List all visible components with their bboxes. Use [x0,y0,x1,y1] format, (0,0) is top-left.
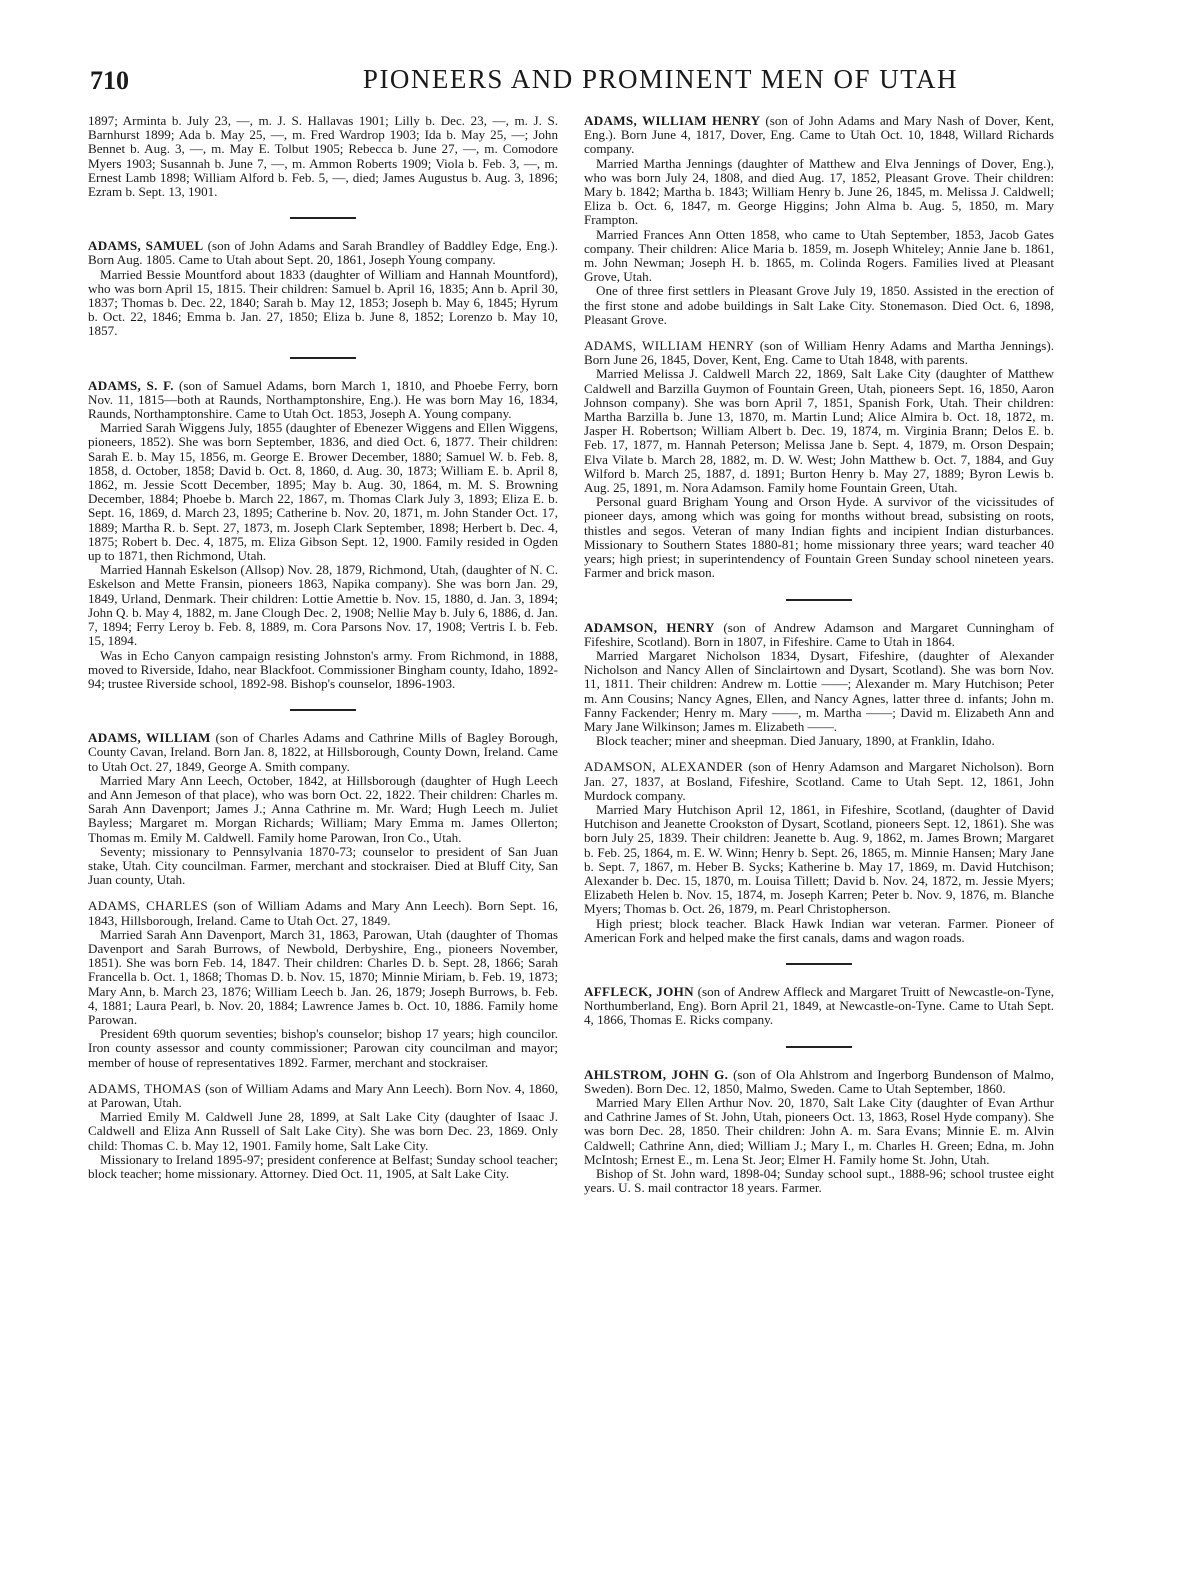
entry-paragraph [584,367,1054,495]
entry-paragraph [584,284,1054,327]
entry-text: (son of William Adams and Mary Ann Leech). Born Nov. 4, 1860, at Parowan, Utah. [88,1080,559,1110]
entry-text: 1897; Arminta b. July 23, —, m. J. S. Hallavas 1901; Lilly b. Dec. 23, —, m. J. S. Barnhurst 1899; Ada b. May 25, —, m. Fred Wardrop 1903; Ida b. May 25, —; John Bennet b. Aug. 3, —, m. May E. Tolbut 1905; Rebecca b. June 27, —, m. Comodore Myers 1903; Susannah b. June 7, —, m. Ammon Roberts 1909; Viola b. Feb. 3, —, m. Ernest Lamb 1898; William Alford b. Feb. 5, —, died; James Augustus b. Aug. 3, 1896; Ezram b. Sept. 13, 1901. [88,113,558,200]
entry-paragraph [584,495,1054,580]
entry-paragraph [88,845,558,888]
entry-text: (son of William Henry Adams and Martha Jennings). Born June 26, 1845, Dover, Kent, Eng. Came to Utah 1848, with parents. [584,338,1055,368]
section-divider [786,1046,852,1048]
entry-text: (son of Ola Ahlstrom and Ingerborg Bundenson of Malmo, Sweden). Born Dec. 12, 1850, Malmo, Sweden. Came to Utah September, 1860. [584,1066,1054,1096]
entry-paragraph [584,649,1054,734]
section-divider [786,963,852,965]
entry-text: Married Margaret Nicholson 1834, Dysart, Fifeshire, (daughter of Alexander Nicholson and Nancy Allen of Sinclairtown and Dysart, Scotland). She was born Nov. 11, 1811. Their children: Andrew m. Lottie ——; Alexander m. Mary Hutchison; Peter m. Ann Cousins; Nancy Agnes, Ellen, and Nancy Agnes, latter three d. infants; John m. Fanny Fackender; Henry m. Mary ——, m. Martha ——; David m. Elizabeth Ann and Mary Jane Wilkinson; James m. Elizabeth ——. [584,647,1054,734]
entry-intro [88,379,558,422]
entry-text: Married Frances Ann Otten 1858, who came to Utah September, 1853, Jacob Gates company. Their children: Alice Maria b. 1859, m. Joseph Whiteley; Annie Jane b. 1861, m. John Newman; Joseph H. b. 1865, m. Colinda Rogers. Families lived at Pleasant Grove, Utah. [584,226,1054,285]
entry-text: (son of John Adams and Mary Nash of Dover, Kent, Eng.). Born June 4, 1817, Dover, Eng. Came to Utah Oct. 10, 1848, Willard Richards company. [584,113,1054,157]
entry-text: Married Mary Ellen Arthur Nov. 20, 1870, Salt Lake City (daughter of Evan Arthur and Cathrine James of St. John, Utah, pioneers Oct. 13, 1863, Rosel Hyde company). She was born Dec. 28, 1850. Their children: John A. m. Sara Evans; Minnie E. m. Alvin Caldwell; Cathrine Ann, died; William J.; Mary I., m. Charles H. Green; Edna, m. John McIntosh; Ernest E., m. Lena St. Jeor; Elmer H. Family home St. John, Utah. [584,1094,1054,1167]
section-divider [290,709,356,711]
entry-paragraph [584,157,1054,228]
entry-name: ADAMSON, ALEXANDER [584,759,744,775]
entry-paragraph [88,649,558,692]
entry-text: (son of Samuel Adams, born March 1, 1810, and Phoebe Ferry, born Nov. 11, 1815—both at Raunds, Northamptonshire, Eng.). He was born May 16, 1834, Raunds, Northamptonshire. Came to Utah Oct. 1853, Joseph A. Young company. [88,377,558,422]
entry-text: Missionary to Ireland 1895-97; president conference at Belfast; Sunday school teacher; block teacher; home missionary. Attorney. Died Oct. 11, 1905, at Salt Lake City. [88,1151,558,1181]
page-number: 710 [90,66,129,95]
entry-paragraph [88,1110,558,1153]
entry-paragraph [584,734,1054,748]
entry-name: ADAMS, WILLIAM [88,730,211,746]
entry-text: High priest; block teacher. Black Hawk Indian war veteran. Farmer. Pioneer of American Fork and helped make the first canals, dams and wagon roads. [584,915,1054,945]
entry-text: Married Mary Hutchison April 12, 1861, in Fifeshire, Scotland, (daughter of David Hutchison and Jeanette Crookston of Dysart, Scotland, pioneers Sept. 12, 1861). She was born July 25, 1839. Their children: Jeanette b. Aug. 9, 1862, m. James Brown; Margaret b. Feb. 25, 1864, m. E. W. Winn; Henry b. Sept. 26, 1865, m. Minnie Hansen; Mary Jane b. Sept. 7, 1867, m. Heber B. Sycks; Katherine b. May 17, 1869, m. David Hutchison; Alexander b. Dec. 15, 1870, m. Louisa Tillett; David b. Nov. 24, 1872, m. Jessie Myers; Elizabeth Helen b. Nov. 15, 1874, m. Joseph Karren; Peter b. Nov. 9, 1876, m. Blanche Myers; Thomas b. Oct. 26, 1879, m. Pearl Christopherson. [584,801,1054,917]
entry-text: (son of Charles Adams and Cathrine Mills of Bagley Borough, County Cavan, Ireland. Born Jan. 8, 1822, at Hillsborough, County Down, Ireland. Came to Utah Oct. 27, 1849, George A. Smith company. [88,730,558,774]
entry-text: Married Emily M. Caldwell June 28, 1899, at Salt Lake City (daughter of Isaac J. Caldwell and Eliza Ann Russell of Salt Lake City). She was born Dec. 23, 1869. Only child: Thomas C. b. May 12, 1901. Family home, Salt Lake City. [88,1109,558,1153]
entry-name: ADAMS, THOMAS [88,1080,202,1096]
entry-name: ADAMS, SAMUEL [88,238,204,254]
entry-name: AHLSTROM, JOHN G. [584,1066,729,1082]
entry-text: Married Sarah Wiggens July, 1855 (daughter of Ebenezer Wiggens and Ellen Wiggens, pioneers, 1852). She was born September, 1836, and died Oct. 6, 1877. Their children: Sarah E. b. May 15, 1856, m. George E. Brower December, 1880; Samuel W. b. Feb. 8, 1858, d. October, 1858; David b. Oct. 8, 1860, d. Aug. 30, 1873; William E. b. April 8, 1862, m. Jessie Scott December, 1895; May b. Aug. 30, 1864, m. M. S. Browning December, 1884; Phoebe b. March 22, 1867, m. Thomas Clark July 3, 1893; Eliza E. b. Sept. 16, 1869, d. March 23, 1895; Catherine b. Nov. 20, 1871, m. John Stander Oct. 17, 1889; Martha R. b. Sept. 27, 1873, m. Joseph Clark September, 1898; Herbert b. Dec. 4, 1875; Robert b. Dec. 4, 1875, m. Eliza Gibson Sept. 12, 1900. Family resided in Ogden up to 1871, then Richmond, Utah. [88,420,558,564]
entry-paragraph [584,1167,1054,1195]
entry-text: Seventy; missionary to Pennsylvania 1870-73; counselor to president of San Juan stake, Utah. City councilman. Farmer, merchant and stockraiser. Died at Bluff City, San Juan county, Utah. [88,843,558,888]
entry-paragraph [88,563,558,648]
entry-text: Married Bessie Mountford about 1833 (daughter of William and Hannah Mountford), who was born April 15, 1815. Their children: Samuel b. April 16, 1835; Ann b. April 30, 1837; Thomas b. Dec. 22, 1840; Sarah b. May 12, 1853; Joseph b. May 6, 1845; Hyrum b. Oct. 22, 1846; Emma b. Jan. 27, 1850; Eliza b. June 8, 1852; Lorenzo b. May 10, 1857. [88,266,558,339]
right-column [584,114,1054,1195]
entry-text: One of three first settlers in Pleasant Grove July 19, 1850. Assisted in the erection of the first stone and adobe buildings in Salt Lake City. Stonemason. Died Oct. 6, 1898, Pleasant Grove. [584,283,1054,327]
entry-paragraph [584,1096,1054,1167]
section-divider [290,217,356,219]
entry-intro [88,114,558,199]
entry-paragraph [584,917,1054,945]
entry-name: ADAMS, CHARLES [88,898,208,914]
biography-entry [88,899,558,1069]
entry-text: (son of John Adams and Sarah Brandley of Baddley Edge, Eng.). Born Aug. 1805. Came to Utah about Sept. 20, 1861, Joseph Young company. [88,238,558,268]
biography-entry [88,731,558,887]
entry-intro [584,760,1054,803]
left-column [88,114,558,1181]
entry-text: Was in Echo Canyon campaign resisting Johnston's army. From Richmond, in 1888, moved to Riverside, Idaho, near Blackfoot. Commissioner Bingham county, Idaho, 1892-94; trustee Riverside school, 1892-98. Bishop's counselor, 1896-1903. [88,647,558,691]
entry-text: (son of William Adams and Mary Ann Leech). Born Sept. 16, 1843, Hillsborough, Ireland. Came to Utah Oct. 27, 1849. [88,898,558,928]
entry-text: Personal guard Brigham Young and Orson Hyde. A survivor of the vicissitudes of pioneer days, among which was going for months without bread, subsisting on roots, thistles and segos. Veteran of many Indian fights and incipient Indian disturbances. Missionary to Southern States 1880-81; home missionary three years; ward teacher 40 years; high priest; in superintendency of Fountain Green Sunday school nineteen years. Farmer and brick mason. [584,494,1054,581]
entry-text: Block teacher; miner and sheepman. Died January, 1890, at Franklin, Idaho. [596,733,995,749]
entry-name: ADAMS, WILLIAM HENRY [584,113,761,128]
entry-paragraph [88,774,558,845]
entry-intro [584,339,1054,367]
biography-entry [88,379,558,691]
entry-text: Married Melissa J. Caldwell March 22, 1869, Salt Lake City (daughter of Matthew Caldwell and Barzilla Guymon of Fountain Green, Utah, pioneers Sept. 16, 1850, Aaron Johnson company). She was born April 7, 1851, Spanish Fork, Utah. Their children: Martha Barzilla b. June 13, 1870, m. Martin Lund; Alice Almira b. Oct. 18, 1872, m. Jasper H. Robertson; William Albert b. Dec. 19, 1874, m. Virginia Brann; Delos E. b. Feb. 17, 1877, m. Hannah Peterson; Melissa Jane b. Sept. 4, 1879, m. Orson Despain; Elva Vilate b. March 28, 1882, m. D. W. West; John Matthew b. Oct. 7, 1884, and Guy Wilford b. March 25, 1887, d. 1891; Burton Henry b. May 27, 1889; Byron Lewis b. Aug. 25, 1891, m. Nora Adamson. Family home Fountain Green, Utah. [584,366,1054,496]
biography-entry [584,114,1054,327]
entry-intro [88,1082,558,1110]
entry-intro [88,899,558,927]
entry-intro [88,239,558,267]
entry-paragraph [88,421,558,563]
biography-entry [584,339,1054,580]
entry-text: Married Mary Ann Leech, October, 1842, at Hillsborough (daughter of Hugh Leech and Ann Jemeson of that place), who was born Oct. 22, 1822. Their children: Charles m. Sarah Ann Davenport; James J.; Anna Cathrine m. Mr. Ward; Hugh Leech m. Juliet Bayless; Margaret m. Morgan Richards; William; Mary Emma m. James Ollerton; Thomas m. Emily M. Caldwell. Family home Parowan, Iron Co., Utah. [88,772,558,845]
biography-entry [584,760,1054,945]
entry-intro [88,731,558,774]
entry-intro [584,985,1054,1028]
entry-intro [584,1068,1054,1096]
biography-entry [584,621,1054,749]
entry-paragraph [88,268,558,339]
entry-text: (son of Andrew Affleck and Margaret Truitt of Newcastle-on-Tyne, Northumberland, Eng). Born April 21, 1849, at Newcastle-on-Tyne. Came to Utah Sept. 4, 1866, Thomas E. Ricks company. [584,983,1054,1028]
biography-entry [584,985,1054,1028]
section-divider [290,357,356,359]
biography-entry [88,239,558,338]
entry-text: Married Sarah Ann Davenport, March 31, 1863, Parowan, Utah (daughter of Thomas Davenport and Sarah Burrows, of Newbold, Derbyshire, Eng., pioneers November, 1851). She was born Feb. 14, 1847. Their children: Charles D. b. Sept. 28, 1866; Sarah Francella b. Oct. 1, 1868; Thomas D. b. Nov. 15, 1870; Minnie Miriam, b. Feb. 19, 1873; Mary Ann, b. March 23, 1876; William Leech b. Jan. 26, 1879; Joseph Burrows, b. Feb. 4, 1881; Laura Pearl, b. Nov. 20, 1884; Lawrence James b. Oct. 10, 1886. Family home Parowan. [88,926,558,1027]
entry-name: ADAMSON, HENRY [584,619,715,635]
entry-name: AFFLECK, JOHN [584,983,694,999]
entry-text: Bishop of St. John ward, 1898-04; Sunday school supt., 1888-96; school trustee eight years. U. S. mail contractor 18 years. Farmer. [584,1166,1054,1196]
entry-paragraph [584,803,1054,917]
entry-paragraph [584,228,1054,285]
entry-name: ADAMS, WILLIAM HENRY [584,338,755,354]
biography-entry [584,1068,1054,1196]
entry-text: (son of Henry Adamson and Margaret Nicholson). Born Jan. 27, 1837, at Bosland, Fifeshire, Scotland. Came to Utah Sept. 12, 1861, John Murdock company. [584,759,1054,803]
section-divider [786,599,852,601]
running-head: PIONEERS AND PROMINENT MEN OF UTAH [362,64,959,94]
entry-name: ADAMS, S. F. [88,377,174,393]
entry-text: (son of Andrew Adamson and Margaret Cunningham of Fifeshire, Scotland). Born in 1807, in Fifeshire. Came to Utah in 1864. [584,619,1054,649]
biography-entry [88,1082,558,1181]
entry-text: Married Hannah Eskelson (Allsop) Nov. 28, 1879, Richmond, Utah, (daughter of N. C. Eskelson and Mette Fransin, pioneers 1863, Napika company). She was born Jan. 29, 1849, Urland, Denmark. Their children: Lottie Amettie b. Nov. 15, 1880, d. Jan. 3, 1894; John Q. b. May 4, 1882, m. Jane Clough Dec. 2, 1908; Nellie May b. July 6, 1886, d. Jan. 7, 1894; Ferry Leroy b. Feb. 8, 1889, m. Cora Parsons Nov. 17, 1908; Vertris I. b. Feb. 15, 1894. [88,562,558,649]
entry-paragraph [88,928,558,1027]
entry-paragraph [88,1153,558,1181]
entry-text: President 69th quorum seventies; bishop's counselor; bishop 17 years; high councilor. Iron county assessor and county commissioner; Parowan city councilman and mayor; member of house of representatives 1892. Farmer, merchant and stockraiser. [88,1026,558,1070]
biography-entry [88,114,558,199]
entry-paragraph [88,1027,558,1070]
entry-intro [584,621,1054,649]
entry-intro [584,114,1054,157]
entry-text: Married Martha Jennings (daughter of Matthew and Elva Jennings of Dover, Eng.), who was born July 24, 1808, and died Aug. 17, 1852, Pleasant Grove. Their children: Mary b. 1842; Martha b. 1843; William Henry b. June 26, 1845, m. Melissa J. Caldwell; Eliza b. Oct. 6, 1847, m. George Higgins; John Alma b. Aug. 5, 1850, m. Mary Frampton. [584,155,1054,228]
